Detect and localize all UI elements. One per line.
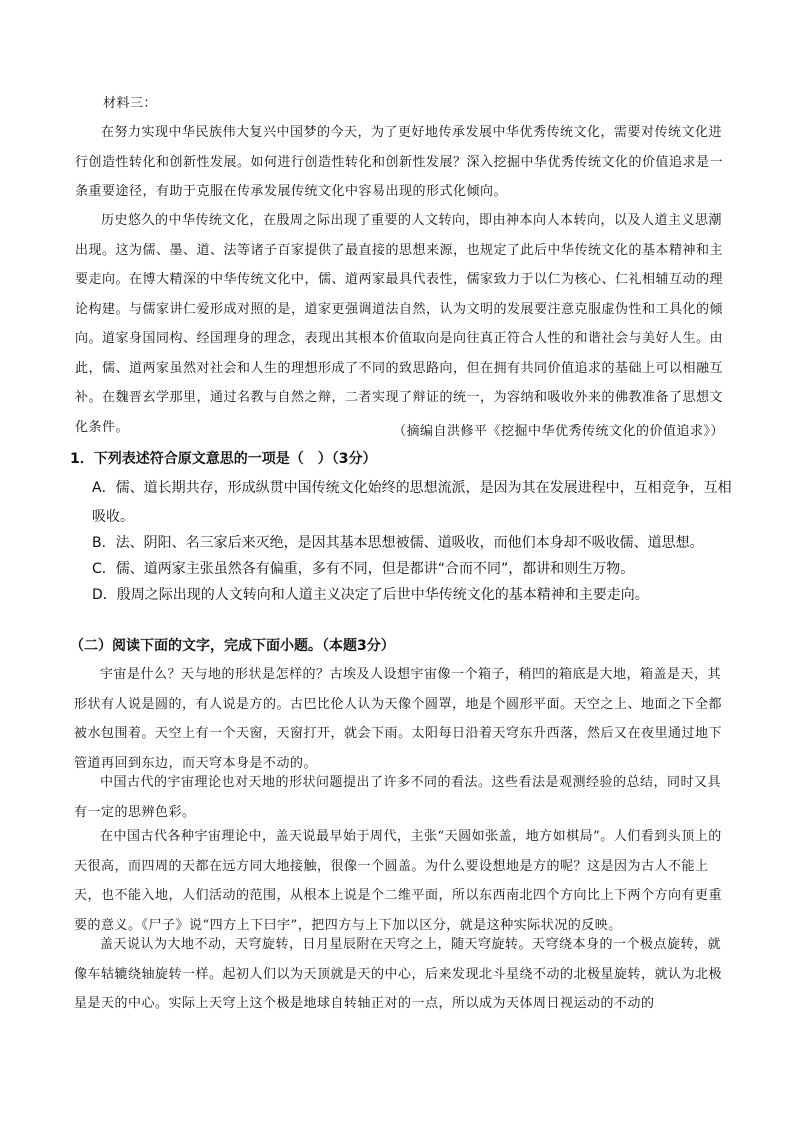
section-2-paragraph-3: 在中国古代各种宇宙理论中，盖天说最早始于周代，主张“天圆如张盖，地方如棋局”。人们看到头顶上的天很高，而四周的天都在远方同大地接触，很像一个圆盖。为什么要设想地是方的呢？这是因为古人不能上天，也不能入地，人们活动的范围，从根本上说是个二维平面，所以东西南北四个方向比上下两个方向有更重要的意义。《尸子》说“四方上下曰宇”，把四方与上下加以区分，就是这种实际状况的反映。	[74, 829, 723, 933]
question-1-option-b: B．法、阴阳、名三家后来灭绝，是因其基本思想被儒、道吸收，而他们本身却不吸收儒、道思想。	[92, 535, 704, 551]
question-1-option-c: C．儒、道两家主张虽然各有偏重，多有不同，但是都讲“合而不同”，都讲和则生万物。	[92, 561, 635, 577]
material3-source: （摘编自洪修平《挖掘中华优秀传统文化的价值追求》）	[392, 424, 724, 439]
material3-paragraph-1: 在努力实现中华民族伟大复兴中国梦的今天，为了更好地传承发展中华优秀传统文化，需要对传统文化进行创造性转化和创新性发展。如何进行创造性转化和创新性发展？深入挖掘中华优秀传统文化的价值追求是一条重要途径，有助于克服在传承发展传统文化中容易出现的形式化倾向。	[75, 125, 724, 199]
material3-heading: 材料三：	[103, 96, 158, 111]
section-2-heading: （二）阅读下面的文字，完成下面小题。（本题3分）	[70, 638, 395, 654]
section-2-paragraph-2: 中国古代的宇宙理论也对天地的形状问题提出了许多不同的看法。这些看法是观测经验的总结，同时又具有一定的思辨色彩。	[74, 775, 722, 820]
question-1-option-d: D．殷周之际出现的人文转向和人道主义决定了后世中华传统文化的基本精神和主要走向。	[92, 587, 649, 603]
section-2-paragraph-4: 盖天说认为大地不动，天穹旋转，日月星辰附在天穹之上，随天穹旋转。天穹绕本身的一个极点旋转，就像车轱辘绕轴旋转一样。起初人们以为天顶就是天的中心，后来发现北斗星绕不动的北极星旋转，就认为北极星是天的中心。实际上天穹上这个极是地球自转轴正对的一点，所以成为天体周日视运动的不动的	[74, 937, 723, 1011]
material3-paragraph-2: 历史悠久的中华传统文化，在殷周之际出现了重要的人文转向，即由神本向人本转向，以及人道主义思潮出现。这为儒、墨、道、法等诸子百家提供了最直接的思想来源，也规定了此后中华传统文化的基本精神和主要走向。在博大精深的中华传统文化中，儒、道两家最具代表性，儒家致力于以仁为核心、仁礼相辅互动的理论构建。与儒家讲仁爱形成对照的是，道家更强调道法自然，认为文明的发展要注意克服虚伪性和工具化的倾向。道家身国同构、经国理身的理念，表现出其根本价值取向是向往真正符合人性的和谐社会与美好人生。由此，儒、道两家虽然对社会和人生的理想形成了不同的致思路向，但在拥有共同价值追求的基础上可以相融互补。在魏晋玄学那里，通过名教与自然之辩，二者实现了辩证的统一，为容纳和吸收外来的佛教准备了思想文化条件。	[75, 213, 724, 435]
question-1-option-a: A．儒、道长期共存，形成纵贯中国传统文化始终的思想流派，是因为其在发展进程中，互相竞争，互相吸收。	[92, 480, 732, 525]
question-1-stem: 1．下列表述符合原文意思的一项是（ ）（3分）	[70, 451, 377, 467]
section-2-paragraph-1: 宇宙是什么？天与地的形状是怎样的？古埃及人设想宇宙像一个箱子，稍凹的箱底是大地，箱盖是天，其形状有人说是圆的，有人说是方的。古巴比伦人认为天像个圆罩，地是个圆形平面。天空之上、地面之下全都被水包围着。天空上有一个天窗，天窗打开，就会下雨。太阳每日沿着天穹东升西落，然后又在夜里通过地下管道再回到东边，而天穹本身是不动的。	[74, 667, 723, 771]
